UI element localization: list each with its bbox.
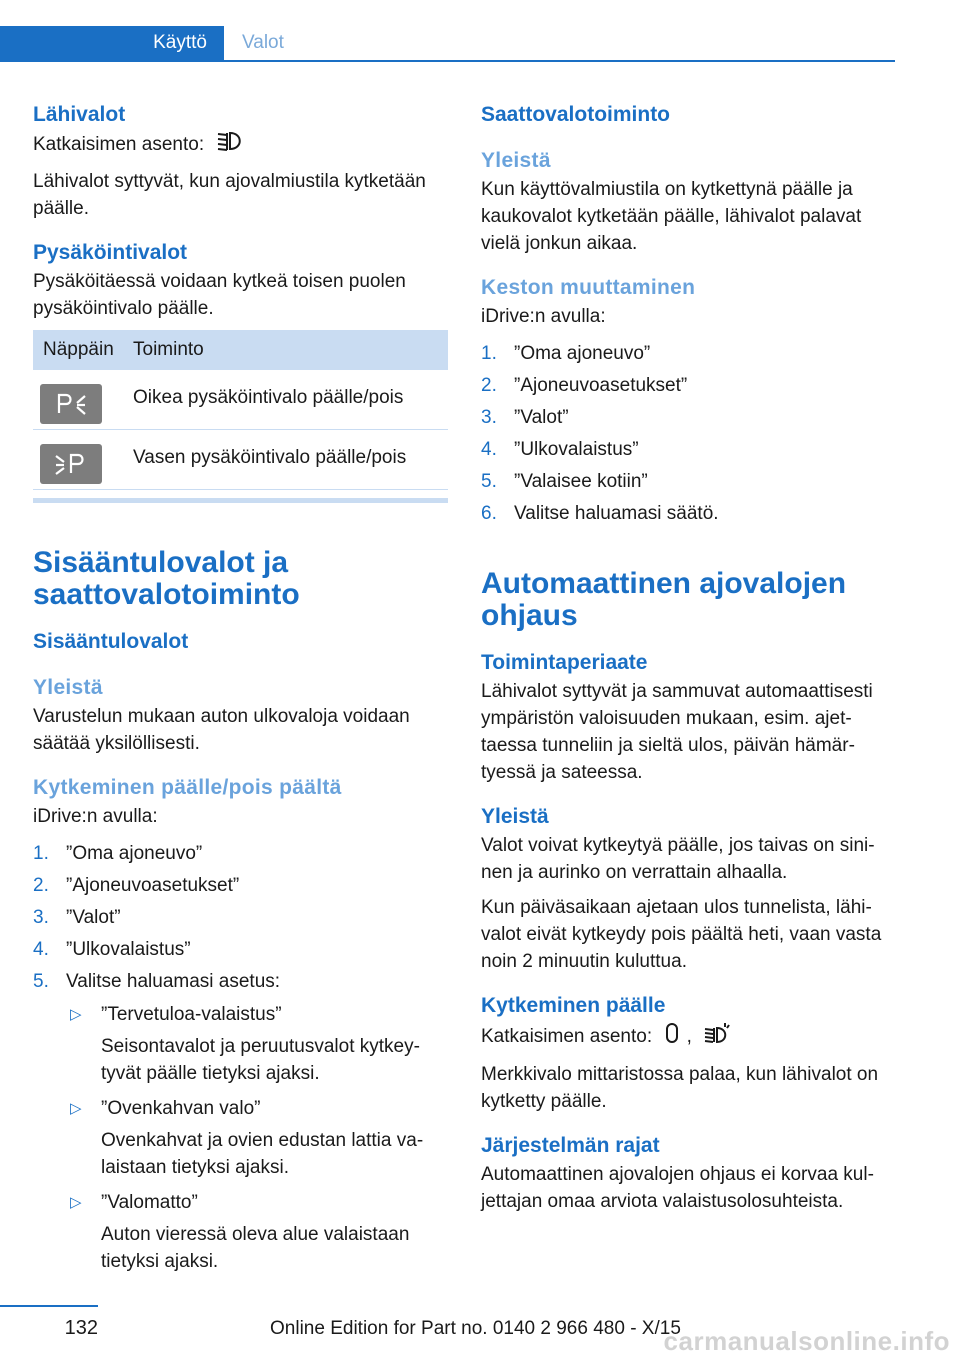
- lowbeam-text: Lähivalot syttyvät, kun ajovalmiustila kytketään päälle.: [33, 171, 426, 219]
- switch-separator: ,: [686, 1026, 692, 1048]
- section-heading-auto-lights: Automaattinen ajovalojen ohjaus: [481, 567, 847, 632]
- options-list: [66, 1001, 448, 1283]
- page-header: [0, 0, 895, 62]
- table-row: [33, 430, 448, 490]
- onoff-heading: Kytkeminen päälle/pois päältä: [33, 776, 342, 799]
- table-cell-function: Vasen pysäköintivalo päälle/pois: [133, 447, 407, 468]
- general2-text-2: Kun päiväsaikaan ajetaan ulos tunnelista, lähivalot eivät kytkeydy pois päältä heti, vaan vasta noin 2 minuutin kuluttua.: [481, 897, 882, 972]
- parking-left-icon: [40, 444, 102, 484]
- footer-divider: [0, 1305, 98, 1307]
- duration-heading: Keston muuttaminen: [481, 276, 696, 299]
- edition-text: Online Edition for Part no. 0140 2 966 480 - X/15: [270, 1318, 681, 1339]
- list-item: 2. ”Ajoneuvoasetukset”: [33, 875, 240, 896]
- general-heading: Yleistä: [481, 149, 551, 172]
- watermark: carmanualsonline.info: [663, 1326, 950, 1356]
- steps-list: [481, 340, 896, 527]
- switch-on-heading: Kytkeminen päälle: [481, 994, 666, 1017]
- lowbeam-switch-line: [33, 130, 448, 160]
- lowbeam-heading: Lähivalot: [33, 103, 126, 126]
- table-header-key: Näppäin: [43, 339, 114, 360]
- parking-table: [33, 330, 448, 503]
- entry-lights-heading: Sisääntulovalot: [33, 630, 189, 653]
- general-heading: Yleistä: [33, 676, 103, 699]
- section-heading-entry-follow: Sisääntulovalot ja saattovalotoiminto: [33, 546, 300, 611]
- list-item: 3. ”Valot”: [481, 407, 569, 428]
- auto-light-icon: [663, 1021, 681, 1053]
- parking-text: Pysäköitäessä voidaan kytkeä toisen puolen pysäköintivalo päälle.: [33, 271, 406, 319]
- list-item: 1. ”Oma ajoneuvo”: [481, 343, 651, 364]
- follow-text: Kun käyttövalmiustila on kytkettynä päälle ja kaukovalot kytketään päälle, lähivalot palavat vielä jonkun aikaa.: [481, 179, 862, 254]
- left-column: [33, 100, 448, 1288]
- option-item: ▷ ”Valomatto” Auton vieressä oleva alue valaistaan tietyksi ajaksi.: [66, 1189, 448, 1275]
- idrive-label: iDrive:n avulla:: [33, 806, 158, 827]
- tab-kaytto: Käyttö: [0, 26, 224, 60]
- steps-list: [33, 840, 448, 1283]
- option-item: ▷ ”Tervetuloa-valaistus” Seisontavalot ja peruutusvalot kytkeytyvät päälle tietyksi ajaksi.: [66, 1001, 448, 1087]
- limits-heading: Järjestelmän rajat: [481, 1134, 660, 1157]
- tab-valot: Valot: [242, 32, 284, 53]
- table-cell-function: Oikea pysäköintivalo päälle/pois: [133, 387, 404, 408]
- principle-heading: Toimintaperiaate: [481, 651, 648, 674]
- right-column: [481, 100, 896, 1215]
- lowbeam-auto-icon: [703, 1021, 733, 1053]
- header-divider: [0, 60, 895, 62]
- lowbeam-switch-label: Katkaisimen asento:: [33, 134, 205, 156]
- lowbeam-icon: [215, 130, 245, 160]
- general2-heading: Yleistä: [481, 805, 549, 828]
- principle-text: Lähivalot syttyvät ja sammuvat automaattisesti ympäristön valoisuuden mukaan, esim. ajettaessa tunneliin ja sieltä ulos, päivän hämärtyessä ja sateessa.: [481, 681, 873, 783]
- page-number: 132: [64, 1317, 98, 1339]
- follow-heading: Saattovalotoiminto: [481, 103, 671, 126]
- list-item: 3. ”Valot”: [33, 907, 121, 928]
- list-item: 4. ”Ulkovalaistus”: [481, 439, 639, 460]
- option-item: ▷ ”Ovenkahvan valo” Ovenkahvat ja ovien edustan lattia valaistaan tietyksi ajaksi.: [66, 1095, 448, 1181]
- general2-text-1: Valot voivat kytkeytyä päälle, jos taivas on sininen ja aurinko on verrattain alhaalla.: [481, 835, 875, 883]
- idrive-label: iDrive:n avulla:: [481, 306, 606, 327]
- list-item: 6. Valitse haluamasi säätö.: [481, 503, 719, 524]
- list-item: 5. ”Valaisee kotiin”: [481, 471, 648, 492]
- list-item: 5. Valitse haluamasi asetus: ▷ ”Tervetuloa-valaistus” Seisontavalot ja peruutusvalot kytkeytyvät päälle tietyksi ajaksi. ▷ ”Ovenkahvan valo” Ovenkahvat ja ovien edustan lattia valaistaan tietyksi ajaksi. ▷ ”Valomatto” Auton vieressä oleva alue valaistaan tietyksi ajaksi.: [33, 968, 448, 1283]
- indicator-text: Merkkivalo mittaristossa palaa, kun lähivalot on kytketty päälle.: [481, 1064, 879, 1112]
- switch-on-line: [481, 1021, 896, 1053]
- limits-text: Automaattinen ajovalojen ohjaus ei korvaa kuljettajan omaa arviota valaistusolosuhteista.: [481, 1164, 874, 1212]
- parking-right-icon: [40, 384, 102, 424]
- bullet-triangle-icon: ▷: [70, 1194, 82, 1211]
- table-header: [33, 330, 448, 370]
- list-item: 4. ”Ulkovalaistus”: [33, 939, 191, 960]
- table-header-function: Toiminto: [133, 339, 204, 360]
- bullet-triangle-icon: ▷: [70, 1006, 82, 1023]
- switch-label: Katkaisimen asento:: [481, 1026, 653, 1048]
- list-item: 1. ”Oma ajoneuvo”: [33, 843, 203, 864]
- parking-heading: Pysäköintivalot: [33, 241, 188, 264]
- bullet-triangle-icon: ▷: [70, 1100, 82, 1117]
- table-row: [33, 370, 448, 430]
- list-item: 2. ”Ajoneuvoasetukset”: [481, 375, 688, 396]
- general-text: Varustelun mukaan auton ulkovaloja voidaan säätää yksilöllisesti.: [33, 706, 410, 754]
